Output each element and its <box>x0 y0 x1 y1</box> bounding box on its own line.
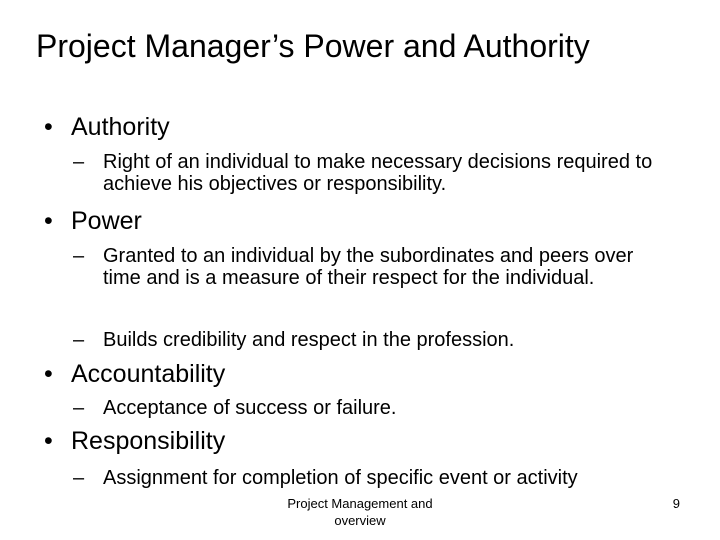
dash-marker: – <box>73 397 85 419</box>
slide-title: Project Manager’s Power and Authority <box>36 28 590 64</box>
dash-marker: – <box>73 467 85 489</box>
footer-text: Project Management and overview <box>287 496 433 528</box>
sub-item-text: Assignment for completion of specific event or activity <box>103 467 578 489</box>
bullet-marker: • <box>44 360 53 388</box>
dash-marker: – <box>73 151 85 173</box>
sub-item-text: Acceptance of success or failure. <box>103 397 397 419</box>
bullet-heading: Power <box>71 207 142 235</box>
page-number: 9 <box>672 496 680 511</box>
bullet-marker: • <box>44 113 53 141</box>
bullet-heading: Responsibility <box>71 427 226 455</box>
dash-marker: – <box>73 329 85 351</box>
sub-item-text: Right of an individual to make necessary decisions required to achieve his objectives or responsibility. <box>103 151 653 195</box>
bullet-marker: • <box>44 427 53 455</box>
bullet-marker: • <box>44 207 53 235</box>
sub-item-text: Granted to an individual by the subordinates and peers over time and is a measure of their respect for the individual. <box>103 245 634 289</box>
sub-item-text: Builds credibility and respect in the profession. <box>103 329 515 351</box>
bullet-heading: Accountability <box>71 360 226 388</box>
bullet-heading: Authority <box>71 113 170 141</box>
dash-marker: – <box>73 245 85 267</box>
